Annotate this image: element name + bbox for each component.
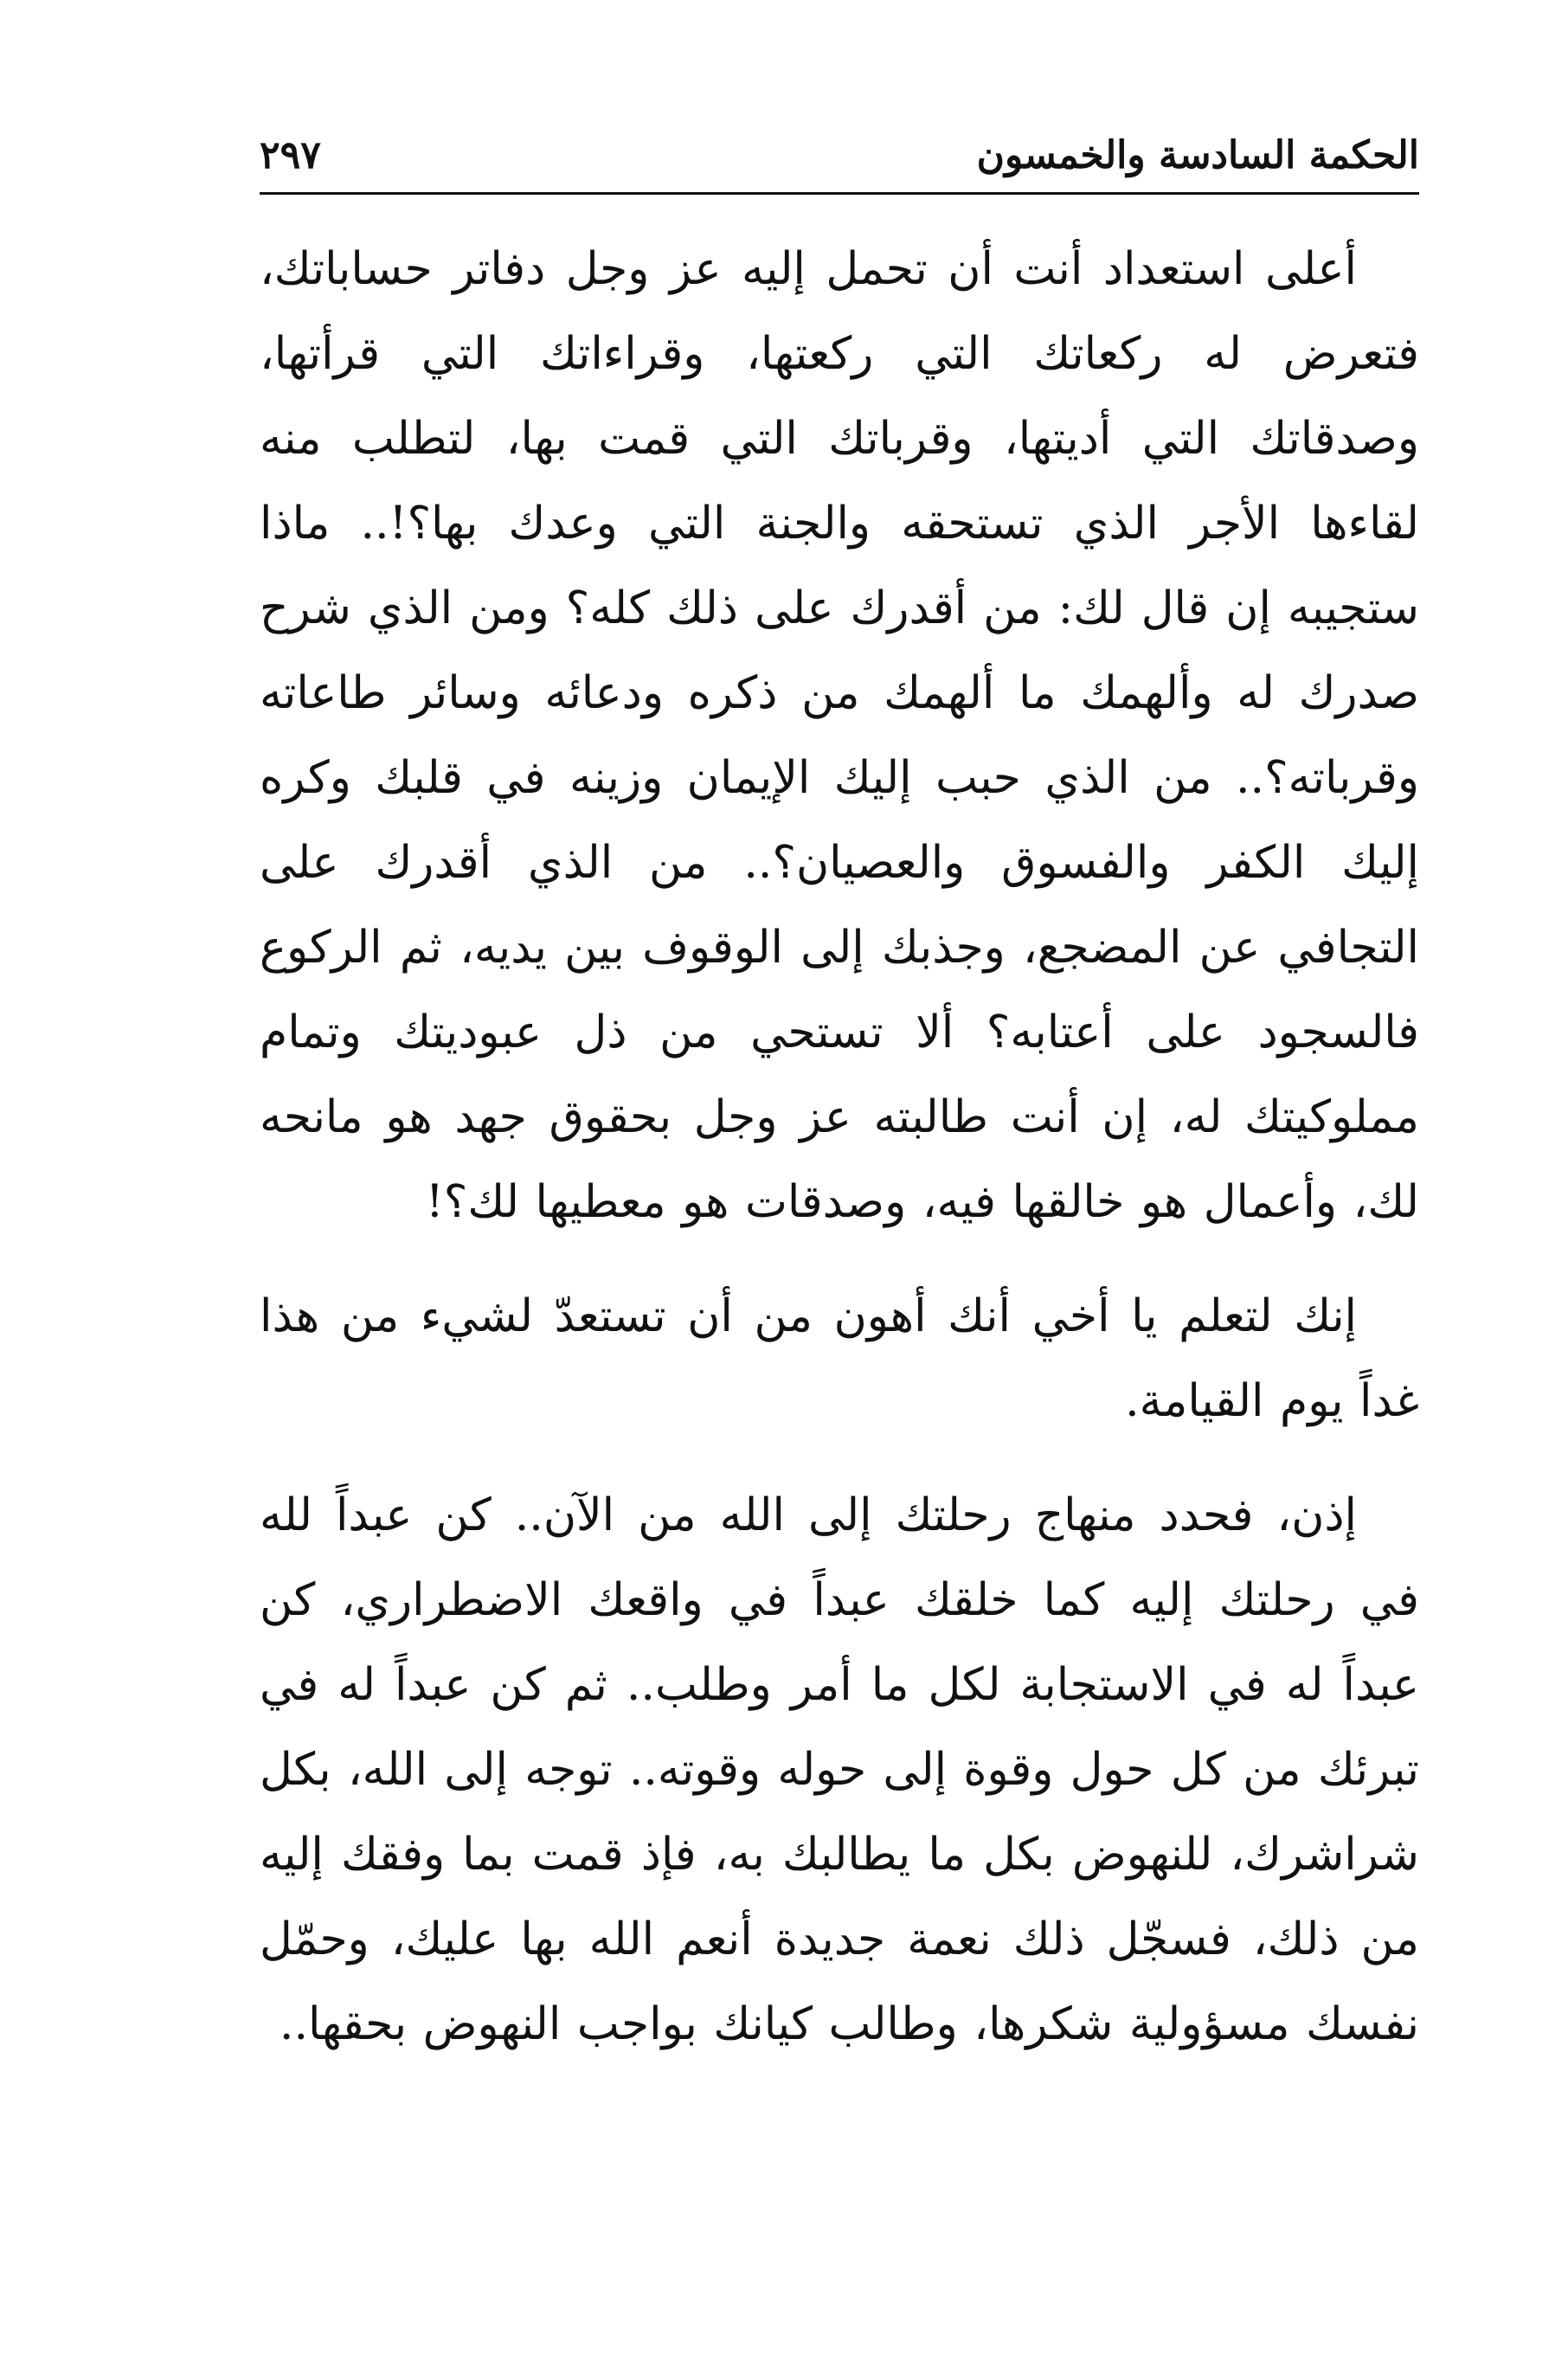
header-divider [260, 192, 1419, 195]
paragraph-3: إذن، فحدد منهاج رحلتك إلى الله من الآن.. كن عبداً لله في رحلتك إليه كما خلقك عبداً في واقعك الاضطراري، كن عبداً له في الاستجابة لكل ما أمر وطلب.. ثم كن عبداً له في تبرئك من كل حول وقوة إلى حوله وقوته.. توجه إلى الله، بكل شراشرك، للنهوض بكل ما يطالبك به، فإذ قمت بما وفقك إليه من ذلك، فسجّل ذلك نعمة جديدة أنعم الله بها عليك، وحمّل نفسك مسؤولية شكرها، وطالب كيانك بواجب النهوض بحقها.. [260, 1489, 1419, 2050]
paragraph-1: أعلى استعداد أنت أن تحمل إليه عز وجل دفاتر حساباتك، فتعرض له ركعاتك التي ركعتها، وقراءاتك التي قرأتها، وصدقاتك التي أديتها، وقرباتك التي قمت بها، لتطلب منه لقاءها الأجر الذي تستحقه والجنة التي وعدك بها؟!.. ماذا ستجيبه إن قال لك: من أقدرك على ذلك كله؟ ومن الذي شرح صدرك له وألهمك ما ألهمك من ذكره ودعائه وسائر طاعاته وقرباته؟.. من الذي حبب إليك الإيمان وزينه في قلبك وكره إليك الكفر والفسوق والعصيان؟.. من الذي أقدرك على التجافي عن المضجع، وجذبك إلى الوقوف بين يديه، ثم الركوع فالسجود على أعتابه؟ ألا تستحي من ذل عبوديتك وتمام مملوكيتك له، إن أنت طالبته عز وجل بحقوق جهد هو مانحه لك، وأعمال هو خالقها فيه، وصدقات هو معطيها لك؟! [260, 243, 1419, 1228]
chapter-title: الحكمة السادسة والخمسون [976, 133, 1419, 177]
running-header [260, 130, 1419, 199]
body-text [260, 227, 1419, 2067]
paragraph-2: إنك لتعلم يا أخي أنك أهون من أن تستعدّ لشيء من هذا غداً يوم القيامة. [260, 1290, 1419, 1427]
page-number: ٢٩٧ [260, 133, 321, 177]
